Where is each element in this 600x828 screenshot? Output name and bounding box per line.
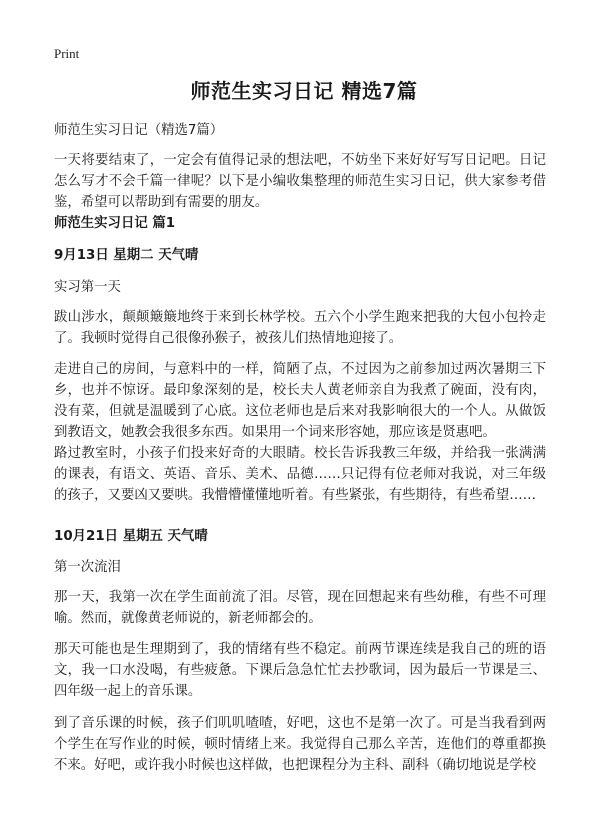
entry-paragraph: 到了音乐课的时候，孩子们叽叽喳喳，好吧，这也不是第一次了。可是当我看到两个学生在写作业的时候，顿时情绪上来。我觉得自己那么辛苦，连他们的尊重都换不来。好吧，或许我小时候也这样做，也把课程分为主科、副科（确切地说是学校: [54, 716, 546, 773]
entry-paragraph: 走进自己的房间，与意料中的一样，简陋了点，不过因为之前参加过两次暑期三下乡，也并不惊讶。最印象深刻的是，校长夫人黄老师亲自为我煮了碗面，没有肉，没有菜，但就是温暖到了心底。这位老师也是后来对我影响很大的一个人。从做饭到教语文，她教会我很多东西。如果用一个词来形容她，那应该是贤惠吧。: [54, 362, 546, 440]
entry-paragraph: 那一天，我第一次在学生面前流了泪。尽管，现在回想起来有些幼稚，有些不可理喻。然而，就像黄老师说的，新老师都会的。: [54, 590, 546, 626]
entry-paragraph: 跋山涉水，颠颠簸簸地终于来到长林学校。五六个小学生跑来把我的大包小包拎走了。我顿时觉得自己很像孙猴子，被孩儿们热情地迎接了。: [54, 310, 546, 346]
document-subtitle: 师范生实习日记（精选7篇）: [54, 123, 224, 138]
entry-paragraph: 路过教室时，小孩子们投来好奇的大眼睛。校长告诉我教三年级，并给我一张满满的课表，有语文、英语、音乐、美术、品德……只记得有位老师对我说，对三年级的孩子，又要凶又要哄。我懵懵懂懂地听着。有些紧张，有些期待，有些希望……: [54, 446, 546, 503]
section-heading: 师范生实习日记 篇1: [54, 216, 176, 231]
entry-subtitle: 第一次流泪: [54, 560, 121, 575]
document-title: 师范生实习日记 精选7篇: [190, 79, 418, 103]
print-link[interactable]: Print: [54, 46, 80, 61]
intro-paragraph: 一天将要结束了，一定会有值得记录的想法吧，不妨坐下来好好写写日记吧。日记怎么写才不会千篇一律呢？以下是小编收集整理的师范生实习日记，供大家参考借鉴，希望可以帮助到有需要的朋友。: [54, 153, 546, 210]
entry-subtitle: 实习第一天: [54, 280, 121, 295]
entry-paragraph: 那天可能也是生理期到了，我的情绪有些不稳定。前两节课连续是我自己的班的语文，我一口水没喝，有些疲惫。下课后急急忙忙去抄歌词，因为最后一节课是三、四年级一起上的音乐课。: [54, 642, 546, 699]
entry-date-heading: 10月21日 星期五 天气晴: [54, 529, 208, 544]
entry-date-heading: 9月13日 星期二 天气晴: [54, 248, 199, 263]
